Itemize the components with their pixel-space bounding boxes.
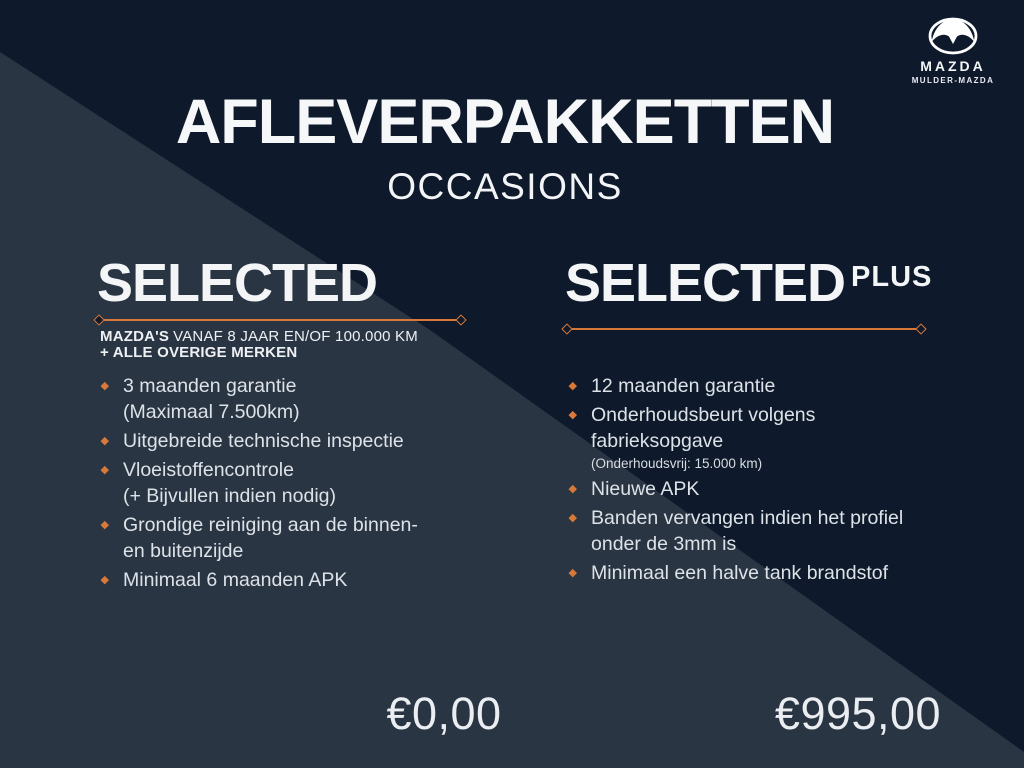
column-heading-selected-plus <box>565 253 933 319</box>
mazda-emblem-icon <box>928 16 978 56</box>
list-item <box>569 402 923 473</box>
price-selected: €0,00 <box>386 688 502 739</box>
subtitle-rest-part: VANAF 8 JAAR EN/OF 100.000 KM <box>173 328 418 345</box>
diamond-bullet-icon <box>569 382 577 390</box>
list-item <box>569 560 923 586</box>
list-item <box>101 567 463 593</box>
selected-plus-benefits-list <box>569 373 923 589</box>
diamond-bullet-icon <box>101 382 109 390</box>
benefit-line: 12 maanden garantie <box>591 375 776 397</box>
benefit-line: Banden vervangen indien het profiel <box>591 507 904 529</box>
page-title: AFLEVERPAKKETTEN <box>175 87 835 157</box>
column-selected <box>97 253 463 716</box>
benefit-line: (Maximaal 7.500km) <box>123 401 300 423</box>
subtitle-line-1 <box>100 329 463 345</box>
benefit-line: (+ Bijvullen indien nodig) <box>123 485 337 507</box>
list-item <box>569 373 923 399</box>
accent-divider <box>97 319 463 321</box>
column-subtitle <box>97 329 463 361</box>
diamond-bullet-icon <box>569 514 577 522</box>
subtitle-line-2: + ALLE OVERIGE MERKEN <box>100 344 298 361</box>
accent-divider <box>565 328 923 330</box>
list-item <box>569 505 923 557</box>
list-item <box>101 373 463 425</box>
benefit-line: Onderhoudsbeurt volgens <box>591 404 816 426</box>
diamond-bullet-icon <box>101 466 109 474</box>
benefit-line: Grondige reiniging aan de binnen- <box>123 514 418 536</box>
list-item <box>101 428 463 454</box>
diamond-bullet-icon <box>569 569 577 577</box>
benefit-line: Vloeistoffencontrole <box>123 459 294 481</box>
diamond-bullet-icon <box>101 437 109 445</box>
diamond-bullet-icon <box>101 576 109 584</box>
page-subtitle: OCCASIONS <box>387 166 623 207</box>
benefit-line: onder de 3mm is <box>591 533 737 555</box>
list-item <box>569 476 923 502</box>
benefit-line: fabrieksopgave <box>591 430 724 452</box>
benefit-line: en buitenzijde <box>123 540 244 562</box>
diamond-bullet-icon <box>101 521 109 529</box>
benefit-line: Uitgebreide technische inspectie <box>123 430 404 452</box>
subtitle-bold-part: MAZDA'S <box>100 328 170 345</box>
column-heading-selected: SELECTED <box>97 253 378 313</box>
diamond-bullet-icon <box>569 411 577 419</box>
selected-benefits-list <box>101 373 463 596</box>
heading-suffix-plus: PLUS <box>851 261 933 293</box>
benefit-note: (Onderhoudsvrij: 15.000 km) <box>591 456 763 471</box>
list-item <box>101 512 463 564</box>
benefit-line: Minimaal een halve tank brandstof <box>591 562 889 584</box>
heading-main: SELECTED <box>565 253 846 313</box>
price-selected-plus: €995,00 <box>774 688 942 739</box>
logo-dealer-text: MULDER-MAZDA <box>911 76 995 85</box>
mazda-logo <box>898 16 1008 85</box>
list-item <box>101 457 463 509</box>
logo-brand-text: MAZDA <box>920 58 986 74</box>
diamond-bullet-icon <box>569 485 577 493</box>
benefit-line: 3 maanden garantie <box>123 375 297 397</box>
benefit-line: Minimaal 6 maanden APK <box>123 569 348 591</box>
benefit-line: Nieuwe APK <box>591 478 700 500</box>
